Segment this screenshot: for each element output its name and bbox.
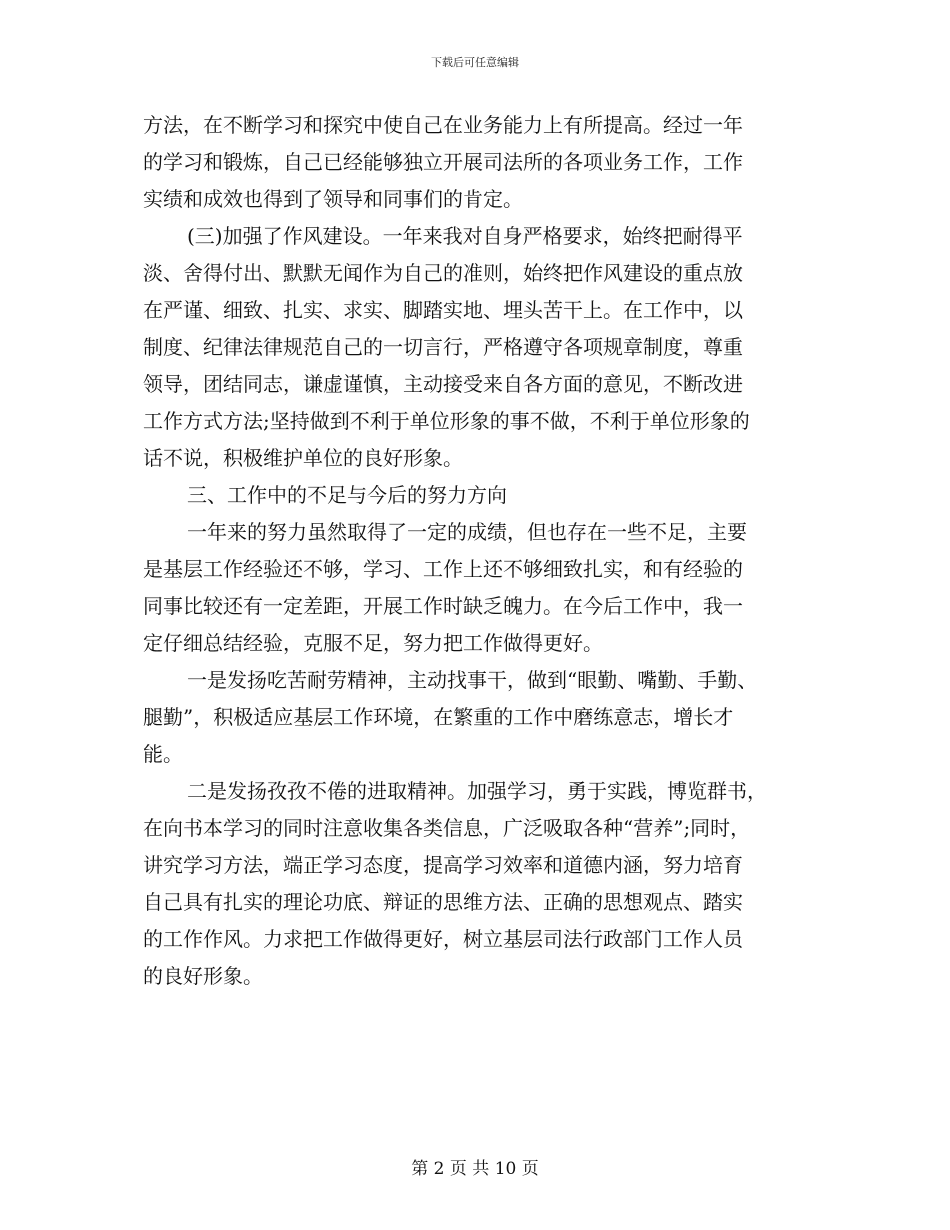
text-line: 方法，在不断学习和探究中使自己在业务能力上有所提高。经过一年 [143,113,743,137]
text-line: 二是发扬孜孜不倦的进取精神。加强学习，勇于实践，博览群书， [187,779,767,803]
text-line: 能。 [143,742,183,766]
paragraph [143,107,813,218]
paragraph [143,773,813,995]
text-line: 自己具有扎实的理论功底、辩证的思维方法、正确的思想观点、踏实 [143,890,743,914]
paragraph [143,514,813,662]
paragraph [143,218,813,477]
text-line: 工作方式方法;坚持做到不利于单位形象的事不做，不利于单位形象的 [143,409,750,433]
text-line: 定仔细总结经验，克服不足，努力把工作做得更好。 [143,631,603,655]
text-line: 在严谨、细致、扎实、求实、脚踏实地、埋头苦干上。在工作中，以 [143,298,743,322]
text-line: 同事比较还有一定差距，开展工作时缺乏魄力。在今后工作中，我一 [143,594,743,618]
text-line: 领导，团结同志，谦虚谨慎，主动接受来自各方面的意见，不断改进 [143,372,743,396]
text-line: 淡、舍得付出、默默无闻作为自己的准则，始终把作风建设的重点放 [143,261,743,285]
text-line: 在向书本学习的同时注意收集各类信息，广泛吸取各种“营养”;同时， [143,816,751,840]
text-line: 腿勤”，积极适应基层工作环境，在繁重的工作中磨练意志，增长才 [143,705,734,729]
text-line: 制度、纪律法律规范自己的一切言行，严格遵守各项规章制度，尊重 [143,335,743,359]
paragraph [143,662,813,773]
text-line: 一年来的努力虽然取得了一定的成绩，但也存在一些不足，主要 [187,520,747,544]
text-line: 实绩和成效也得到了领导和同事们的肯定。 [143,187,523,211]
page-header: 下载后可任意编辑 [431,56,519,69]
section-heading [143,477,813,514]
text-line: 的良好形象。 [143,964,263,988]
text-line: 是基层工作经验还不够，学习、工作上还不够细致扎实，和有经验的 [143,557,743,581]
text-line: 三、工作中的不足与今后的努力方向 [187,483,507,507]
text-line: 话不说，积极维护单位的良好形象。 [143,446,463,470]
text-line: (三)加强了作风建设。一年来我对自身严格要求，始终把耐得平 [187,224,743,248]
document-body [143,107,813,995]
text-line: 的工作作风。力求把工作做得更好，树立基层司法行政部门工作人员 [143,927,743,951]
text-line: 的学习和锻炼，自己已经能够独立开展司法所的各项业务工作，工作 [143,150,743,174]
text-line: 讲究学习方法，端正学习态度，提高学习效率和道德内涵，努力培育 [143,853,743,877]
text-line: 一是发扬吃苦耐劳精神，主动找事干，做到“眼勤、嘴勤、手勤、 [187,668,758,692]
page-footer: 第 2 页 共 10 页 [411,1159,539,1179]
